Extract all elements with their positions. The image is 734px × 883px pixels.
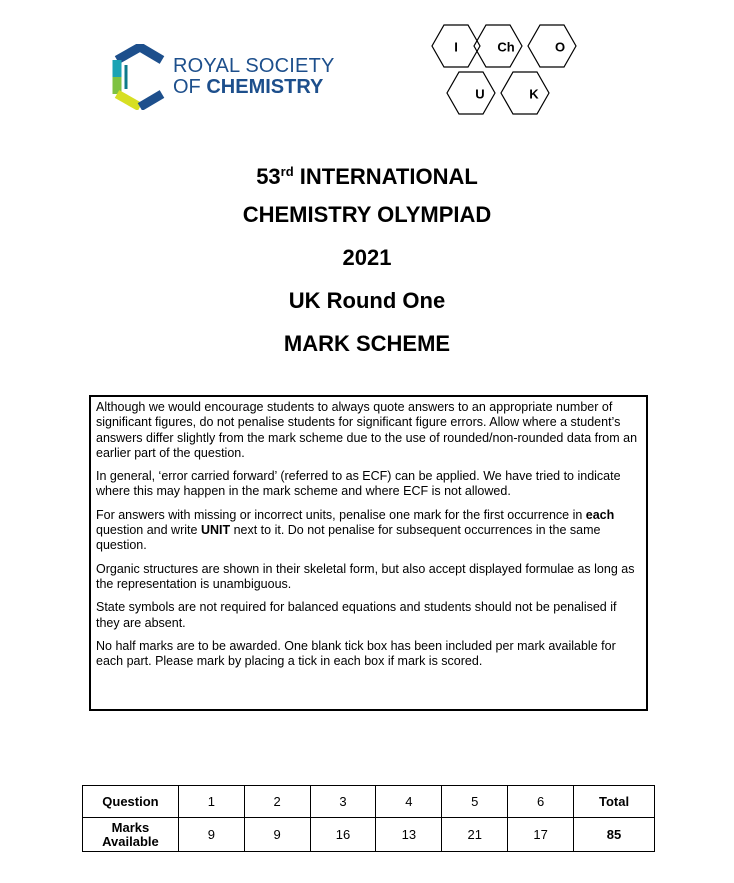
marks-cell: 17 bbox=[508, 818, 574, 852]
question-cell: 6 bbox=[508, 786, 574, 818]
hex-label-u: U bbox=[475, 86, 485, 102]
hex-label-ch: Ch bbox=[497, 39, 515, 55]
title-block bbox=[0, 150, 734, 365]
marks-cell: 21 bbox=[442, 818, 508, 852]
title-year: 2021 bbox=[342, 245, 392, 270]
question-cell: 2 bbox=[244, 786, 310, 818]
question-cell: 4 bbox=[376, 786, 442, 818]
hex-label-o: O bbox=[554, 39, 566, 55]
title-line-1: 53rd INTERNATIONAL bbox=[256, 164, 478, 189]
icho-uk-logo bbox=[426, 18, 596, 128]
note-significant-figures: Although we would encourage students to always quote answers to an appropriate number of significant figures, do not penalise students for significant figure errors. Allow where a student’s answers differ slightly from the mark scheme due to the use of rounded/non-rounded data from an earlier part of the question. bbox=[96, 400, 638, 460]
note-organic-structures: Organic structures are shown in their skeletal form, but also accept displayed formulae as long as the representation is unambiguous. bbox=[96, 561, 635, 591]
note-half-marks: No half marks are to be awarded. One blank tick box has been included per mark available for each part. Please mark by placing a tick in each box if mark is scored. bbox=[96, 638, 616, 669]
marking-notes-box bbox=[89, 395, 648, 711]
rsc-line1: ROYAL SOCIETY bbox=[173, 55, 335, 77]
question-cell: 3 bbox=[310, 786, 376, 818]
rsc-logo bbox=[112, 44, 352, 114]
hex-label-k: K bbox=[529, 86, 539, 102]
title-round: UK Round One bbox=[288, 288, 446, 313]
rsc-line2: OF CHEMISTRY bbox=[173, 76, 324, 98]
marks-table bbox=[82, 785, 655, 852]
marks-cell: 16 bbox=[310, 818, 376, 852]
marks-cell: 13 bbox=[376, 818, 442, 852]
total-marks-cell: 85 bbox=[574, 818, 655, 852]
note-state-symbols: State symbols are not required for balanced equations and students should not be penalised if they are absent. bbox=[96, 600, 617, 630]
note-ecf: In general, ‘error carried forward’ (referred to as ECF) can be applied. We have tried to indicate where this may happen in the mark scheme and where ECF is not allowed. bbox=[96, 469, 621, 499]
marks-available-header: Marks Available bbox=[83, 818, 179, 852]
question-cell: 1 bbox=[178, 786, 244, 818]
marks-cell: 9 bbox=[244, 818, 310, 852]
total-header: Total bbox=[574, 786, 655, 818]
table-row-marks bbox=[83, 818, 655, 852]
title-mark-scheme: MARK SCHEME bbox=[283, 331, 451, 356]
title-line-2: CHEMISTRY OLYMPIAD bbox=[242, 202, 492, 227]
hex-label-i: I bbox=[454, 39, 458, 55]
hexagon-chain-icon bbox=[426, 18, 596, 128]
note-units: For answers with missing or incorrect units, penalise one mark for the first occurrence in each question and write UNIT next to it. Do not penalise for subsequent occurrences in the same question. bbox=[96, 507, 615, 553]
rsc-hexagon-c-icon bbox=[112, 44, 168, 110]
question-cell: 5 bbox=[442, 786, 508, 818]
table-row-questions bbox=[83, 786, 655, 818]
marks-cell: 9 bbox=[178, 818, 244, 852]
question-header: Question bbox=[83, 786, 179, 818]
